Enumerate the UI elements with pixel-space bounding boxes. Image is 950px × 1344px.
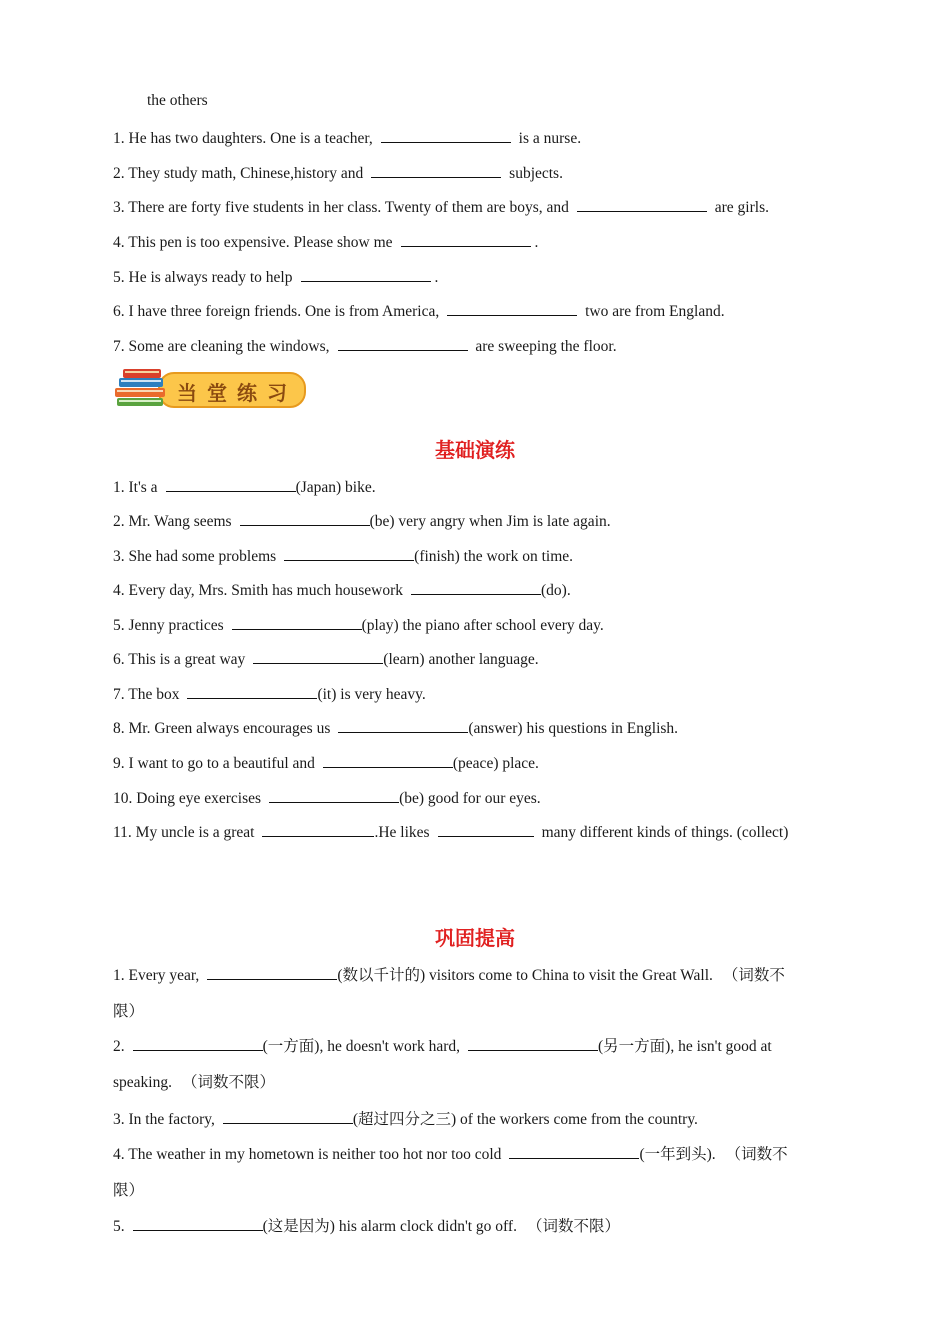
answer-blank[interactable] bbox=[269, 788, 399, 803]
s2-item-3 bbox=[113, 1109, 698, 1130]
item-text: 3. In the factory, bbox=[113, 1111, 215, 1128]
part1-item-2 bbox=[113, 163, 563, 184]
item-text: 2. Mr. Wang seems bbox=[113, 513, 232, 530]
item-text: two are from England. bbox=[585, 303, 725, 320]
answer-blank[interactable] bbox=[166, 477, 296, 492]
word-count-note: （词数不 bbox=[725, 1146, 788, 1163]
item-text: 5. He is always ready to help bbox=[113, 269, 293, 286]
s2-item-4-cont: 限） bbox=[113, 1182, 145, 1199]
practice-banner bbox=[113, 366, 309, 416]
item-text: is a nurse. bbox=[518, 130, 582, 147]
item-text: (be) good for our eyes. bbox=[399, 790, 541, 807]
answer-blank[interactable] bbox=[187, 684, 317, 699]
item-text: (peace) place. bbox=[452, 755, 539, 772]
item-text: (play) the piano after school every day. bbox=[361, 617, 604, 634]
item-text: many different kinds of things. (collect) bbox=[541, 824, 789, 841]
s2-item-1 bbox=[113, 965, 785, 986]
s1-item-10 bbox=[113, 788, 541, 809]
item-text: 8. Mr. Green always encourages us bbox=[113, 720, 331, 737]
answer-blank[interactable] bbox=[207, 965, 337, 980]
item-text: (Japan) bike. bbox=[295, 479, 376, 496]
item-text: (另一方面), he isn't good at bbox=[598, 1038, 772, 1055]
item-text: 2. They study math, Chinese,history and bbox=[113, 165, 364, 182]
item-text: 1. Every year, bbox=[113, 967, 200, 984]
s1-item-7 bbox=[113, 684, 426, 705]
s2-item-2-cont bbox=[113, 1073, 275, 1093]
answer-blank[interactable] bbox=[371, 163, 501, 178]
item-text: 1. It's a bbox=[113, 479, 158, 496]
item-text: 5. bbox=[113, 1218, 125, 1235]
item-text: are girls. bbox=[714, 199, 769, 216]
word-count-note: （词数不限） bbox=[181, 1074, 275, 1091]
answer-blank[interactable] bbox=[381, 128, 511, 143]
s1-item-4 bbox=[113, 580, 571, 601]
banner-label: 当堂练习 bbox=[177, 381, 297, 405]
section-title-consolidate: 巩固提高 bbox=[435, 926, 515, 950]
item-text: 4. This pen is too expensive. Please show me bbox=[113, 234, 393, 251]
item-text: (这是因为) his alarm clock didn't go off. bbox=[262, 1218, 517, 1235]
section-title-basic: 基础演练 bbox=[435, 438, 515, 462]
item-text: subjects. bbox=[509, 165, 563, 182]
s1-item-2 bbox=[113, 511, 611, 532]
item-text: 1. He has two daughters. One is a teacher, bbox=[113, 130, 373, 147]
item-text: . bbox=[434, 269, 439, 286]
answer-blank[interactable] bbox=[301, 267, 431, 282]
item-text: (超过四分之三) of the workers come from the country. bbox=[352, 1111, 698, 1128]
item-text: 6. This is a great way bbox=[113, 651, 246, 668]
item-text: (do). bbox=[541, 582, 571, 599]
item-text: 11. My uncle is a great bbox=[113, 824, 255, 841]
part1-item-1 bbox=[113, 128, 581, 149]
part1-item-5 bbox=[113, 267, 438, 288]
item-text: 3. There are forty five students in her class. Twenty of them are boys, and bbox=[113, 199, 569, 216]
answer-blank[interactable] bbox=[262, 822, 374, 837]
answer-blank[interactable] bbox=[284, 546, 414, 561]
item-text: (it) is very heavy. bbox=[317, 686, 426, 703]
answer-blank[interactable] bbox=[577, 197, 707, 212]
answer-blank[interactable] bbox=[323, 753, 453, 768]
s1-item-8 bbox=[113, 718, 678, 739]
item-text: 7. Some are cleaning the windows, bbox=[113, 338, 330, 355]
intro-word: the others bbox=[147, 92, 208, 109]
item-text: (learn) another language. bbox=[383, 651, 539, 668]
item-text: (finish) the work on time. bbox=[414, 548, 574, 565]
part1-item-4 bbox=[113, 232, 538, 253]
s1-item-11 bbox=[113, 822, 788, 843]
item-text: 7. The box bbox=[113, 686, 180, 703]
s2-item-4 bbox=[113, 1144, 788, 1165]
part1-item-7 bbox=[113, 336, 617, 357]
item-text: 9. I want to go to a beautiful and bbox=[113, 755, 315, 772]
item-text: 5. Jenny practices bbox=[113, 617, 224, 634]
s2-item-1-cont: 限） bbox=[113, 1003, 145, 1020]
part1-item-6 bbox=[113, 301, 725, 322]
answer-blank[interactable] bbox=[232, 615, 362, 630]
item-text: 2. bbox=[113, 1038, 125, 1055]
answer-blank[interactable] bbox=[411, 580, 541, 595]
item-text: (answer) his questions in English. bbox=[468, 720, 679, 737]
item-text: .He likes bbox=[374, 824, 430, 841]
answer-blank[interactable] bbox=[338, 718, 468, 733]
part1-item-3 bbox=[113, 197, 769, 218]
word-count-note: （词数不限） bbox=[526, 1218, 620, 1235]
item-text: (一方面), he doesn't work hard, bbox=[262, 1038, 460, 1055]
item-text: 6. I have three foreign friends. One is from America, bbox=[113, 303, 440, 320]
item-text: 3. She had some problems bbox=[113, 548, 277, 565]
s1-item-6 bbox=[113, 649, 539, 670]
word-count-note: （词数不 bbox=[722, 967, 785, 984]
answer-blank[interactable] bbox=[223, 1109, 353, 1124]
item-text: 4. Every day, Mrs. Smith has much housework bbox=[113, 582, 404, 599]
item-text: . bbox=[534, 234, 539, 251]
s1-item-1 bbox=[113, 477, 376, 498]
s1-item-3 bbox=[113, 546, 573, 567]
s1-item-5 bbox=[113, 615, 604, 636]
item-text: (be) very angry when Jim is late again. bbox=[369, 513, 611, 530]
answer-blank[interactable] bbox=[338, 336, 468, 351]
item-text: 10. Doing eye exercises bbox=[113, 790, 262, 807]
s2-item-2 bbox=[113, 1036, 772, 1057]
item-text: (数以千计的) visitors come to China to visit the Great Wall. bbox=[337, 967, 713, 984]
item-text: are sweeping the floor. bbox=[475, 338, 617, 355]
answer-blank[interactable] bbox=[509, 1144, 639, 1159]
s1-item-9 bbox=[113, 753, 539, 774]
item-text: 4. The weather in my hometown is neither too hot nor too cold bbox=[113, 1146, 502, 1163]
item-text: (一年到头). bbox=[639, 1146, 716, 1163]
answer-blank[interactable] bbox=[447, 301, 577, 316]
answer-blank[interactable] bbox=[438, 822, 534, 837]
answer-blank[interactable] bbox=[401, 232, 531, 247]
item-text: speaking. bbox=[113, 1074, 172, 1091]
answer-blank[interactable] bbox=[133, 1036, 263, 1051]
s2-item-5 bbox=[113, 1216, 620, 1237]
answer-blank[interactable] bbox=[133, 1216, 263, 1231]
answer-blank[interactable] bbox=[240, 511, 370, 526]
answer-blank[interactable] bbox=[468, 1036, 598, 1051]
answer-blank[interactable] bbox=[253, 649, 383, 664]
